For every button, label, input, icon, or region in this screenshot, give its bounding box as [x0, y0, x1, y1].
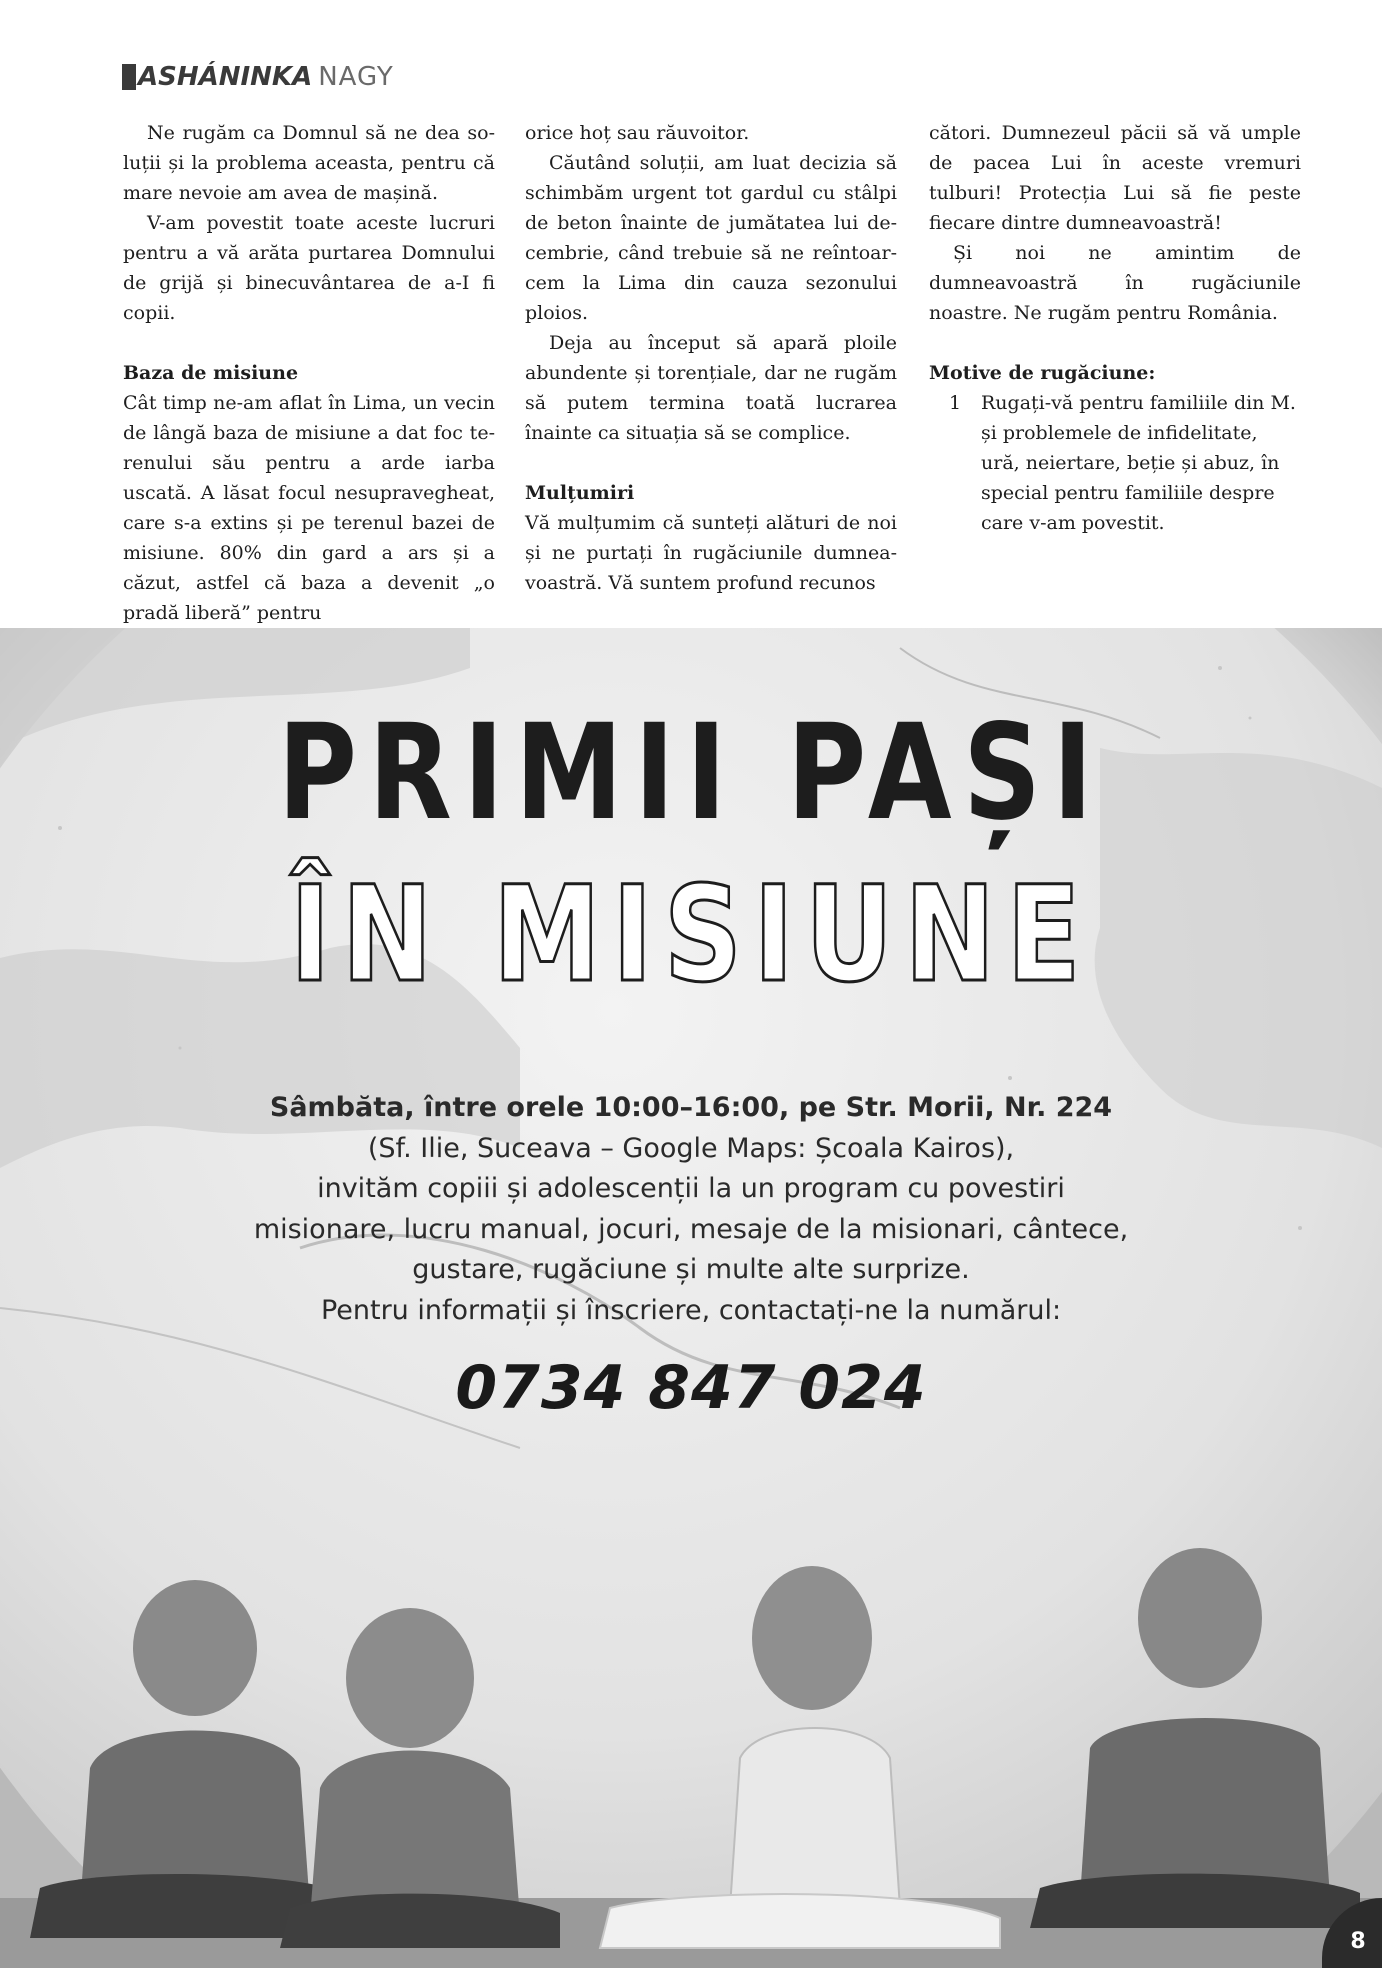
poster-title-line-1: PRIMII PAȘI [277, 696, 1105, 850]
event-invite-line: invităm copiii și adolescenții la un program cu povestiri [317, 1173, 1065, 1204]
paragraph: Vă mulțumim că sunteți alături de noi și ne purtați în rugăciunile dumneavoastră. Vă suntem profund recunos [525, 512, 897, 594]
event-contact-line: Pentru informații și înscriere, contactați-ne la numărul: [320, 1294, 1062, 1326]
running-header [122, 60, 394, 94]
child-figure [1030, 1548, 1360, 1928]
list-item [929, 388, 1301, 538]
child-figure [30, 1580, 360, 1938]
section-heading-multumiri: Mulțumiri [525, 482, 635, 504]
article-column-2 [525, 118, 897, 598]
event-invite-line: misionare, lucru manual, jocuri, mesaje de la misionari, cântece, [253, 1213, 1129, 1245]
paragraph: Cât timp ne-am aflat în Lima, un vecin de lângă baza de misiune a dat foc terenului său pentru a arde iarba uscată. A lăsat focul nesupravegheat, care s-a extins și pe terenul bazei de misiune. 80% din gard a ars și a căzut, astfel că baza a devenit „o pradă liberă” pentru [123, 392, 495, 624]
contact-phone-number: 0734 847 024 [455, 1353, 927, 1423]
header-marker [122, 64, 136, 90]
event-invite-line: gustare, rugăciune și multe alte surprize. [412, 1254, 970, 1285]
section-heading-baza: Baza de misiune [123, 362, 299, 384]
event-location-line: (Sf. Ilie, Suceava – Google Maps: Școala Kairos), [367, 1132, 1015, 1164]
header-title-light: NAGY [318, 62, 394, 92]
paragraph: Ne rugăm ca Domnul să ne dea soluții și la problema aceasta, pentru că mare nevoie am avea de mașină. [123, 122, 495, 204]
child-figure [280, 1608, 560, 1948]
list-item-number: 1 [948, 392, 962, 414]
child-figure [600, 1566, 1000, 1948]
paragraph: Căutând soluții, am luat decizia să schimbăm urgent tot gardul cu stâlpi de beton înainte de jumătatea lui decembrie, când trebuie să ne reîntoarcem la Lima din cauza sezonului ploios. [525, 152, 897, 324]
list-item-text: Rugați-vă pentru familiile din M. și problemele de infidelitate, ură, neiertare, beție și abuz, în special pentru familiile despre care v-am povestit. [981, 392, 1296, 534]
poster-title-line-2: ÎN MISIUNE [290, 858, 1092, 1012]
paragraph: cători. Dumnezeul păcii să vă umple de pacea Lui în aceste vremuri tulburi! Protecția Lui să fie peste fiecare dintre dumneavoastră! [929, 122, 1301, 234]
article-column-1 [123, 118, 495, 628]
paragraph: Și noi ne amintim de dumneavoastră în rugăciunile noastre. Ne rugăm pentru România. [929, 242, 1301, 324]
children-photo [0, 1488, 1382, 1968]
article-column-3 [929, 118, 1301, 538]
event-poster [0, 628, 1382, 1968]
paragraph: Deja au început să apară ploile abundente și torențiale, dar ne rugăm să putem termina toată lucrarea înainte ca situația să se complice. [525, 332, 897, 444]
paragraph: orice hoț sau răuvoitor. [525, 122, 750, 144]
prayer-list [929, 388, 1301, 538]
event-schedule-line: Sâmbăta, între orele 10:00–16:00, pe Str. Morii, Nr. 224 [269, 1092, 1113, 1123]
header-title-bold: ASHÁNINKA [138, 62, 313, 92]
section-heading-motive: Motive de rugăciune: [929, 362, 1156, 384]
poster-description [0, 1088, 1382, 1331]
paragraph: V-am povestit toate aceste lucruri pentru a vă arăta purtarea Domnului de grijă și binecuvântarea de a-I fi copii. [123, 212, 495, 324]
page-number: 8 [1350, 1929, 1366, 1954]
